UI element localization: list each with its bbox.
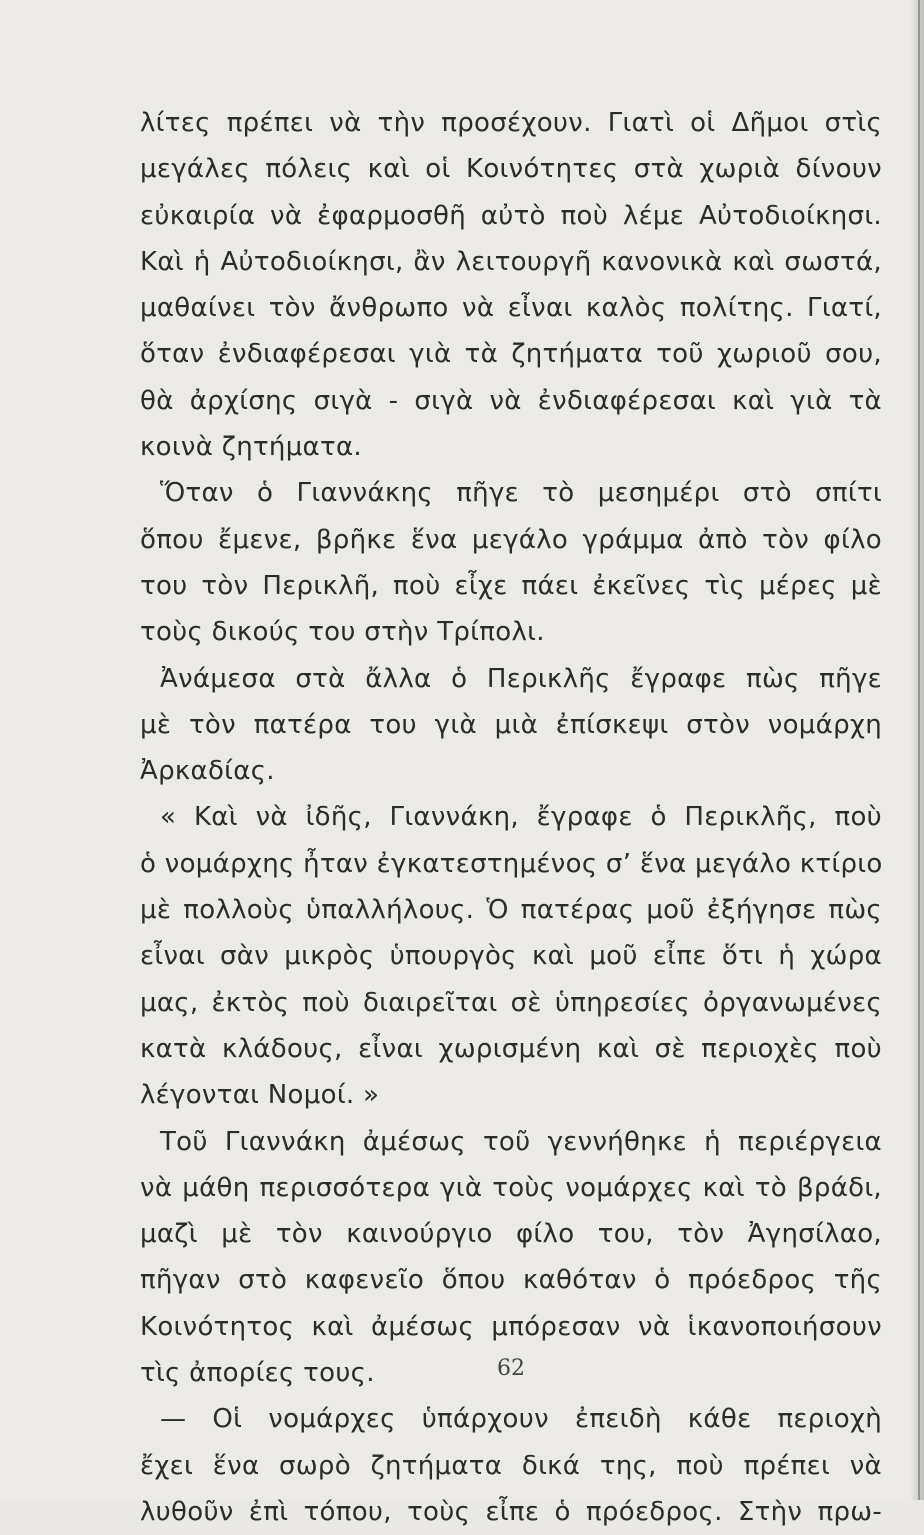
text-line: Κοινότητος καὶ ἀμέσως μπόρεσαν νὰ ἱκανοποιήσουν bbox=[140, 1311, 882, 1342]
text-line: του τὸν Περικλῆ, ποὺ εἶχε πάει ἐκεῖνες τὶς μέρες μὲ bbox=[140, 570, 882, 601]
text-line: Τοῦ Γιαννάκη ἀμέσως τοῦ γεννήθηκε ἡ περιέργεια bbox=[160, 1126, 882, 1157]
text-line: πῆγαν στὸ καφενεῖο ὅπου καθόταν ὁ πρόεδρος τῆς bbox=[140, 1265, 882, 1296]
text-line: μαζὶ μὲ τὸν καινούργιο φίλο του, τὸν Ἀγησίλαο, bbox=[140, 1219, 882, 1250]
text-line: θὰ ἀρχίσης σιγὰ - σιγὰ νὰ ἐνδιαφέρεσαι καὶ γιὰ τὰ bbox=[140, 385, 882, 416]
text-line: τὶς ἀπορίες τους. bbox=[140, 1358, 375, 1389]
text-line: νὰ μάθη περισσότερα γιὰ τοὺς νομάρχες καὶ τὸ βράδι, bbox=[140, 1172, 882, 1203]
body-text bbox=[140, 100, 882, 1535]
text-line: — Οἱ νομάρχες ὑπάρχουν ἐπειδὴ κάθε περιοχὴ bbox=[160, 1404, 882, 1435]
text-line: Ἀνάμεσα στὰ ἄλλα ὁ Περικλῆς ἔγραφε πὼς πῆγε bbox=[160, 663, 882, 694]
text-line: τοὺς δικούς του στὴν Τρίπολι. bbox=[140, 617, 545, 648]
text-line: λίτες πρέπει νὰ τὴν προσέχουν. Γιατὶ οἱ Δῆμοι στὶς bbox=[140, 108, 882, 138]
page-edge-shadow bbox=[910, 0, 924, 1500]
page-edge-line bbox=[918, 0, 920, 1500]
text-line: μὲ πολλοὺς ὑπαλλήλους. Ὁ πατέρας μοῦ ἐξήγησε πὼς bbox=[140, 895, 882, 926]
text-line: μαθαίνει τὸν ἄνθρωπο νὰ εἶναι καλὸς πολίτης. Γιατί, bbox=[140, 293, 882, 324]
text-line: μας, ἐκτὸς ποὺ διαιρεῖται σὲ ὑπηρεσίες ὀργανωμένες bbox=[140, 987, 882, 1018]
text-line: μὲ τὸν πατέρα του γιὰ μιὰ ἐπίσκεψι στὸν νομάρχη bbox=[140, 709, 882, 740]
text-line: Ἀρκαδίας. bbox=[140, 756, 275, 787]
text-line: εἶναι σὰν μικρὸς ὑπουργὸς καὶ μοῦ εἶπε ὅτι ἡ χώρα bbox=[140, 941, 882, 972]
text-line: λυθοῦν ἐπὶ τόπου, τοὺς εἶπε ὁ πρόεδρος. Στὴν πρω- bbox=[140, 1496, 882, 1527]
text-line: κατὰ κλάδους, εἶναι χωρισμένη καὶ σὲ περιοχὲς ποὺ bbox=[140, 1033, 882, 1064]
text-line: Καὶ ἡ Αὐτοδιοίκησι, ἂν λειτουργῆ κανονικὰ καὶ σωστά, bbox=[140, 246, 882, 277]
text-line: μεγάλες πόλεις καὶ οἱ Κοινότητες στὰ χωριὰ δίνουν bbox=[140, 154, 882, 185]
text-line: Ὅταν ὁ Γιαννάκης πῆγε τὸ μεσημέρι στὸ σπίτι bbox=[160, 478, 882, 509]
text-line: ἔχει ἕνα σωρὸ ζητήματα δικά της, ποὺ πρέπει νὰ bbox=[140, 1450, 882, 1481]
page-number: 62 bbox=[497, 1356, 525, 1381]
text-line: ὅπου ἔμενε, βρῆκε ἕνα μεγάλο γράμμα ἀπὸ τὸν φίλο bbox=[140, 524, 882, 555]
text-line: ὁ νομάρχης ἦταν ἐγκατεστημένος σ’ ἕνα μεγάλο κτίριο bbox=[140, 848, 883, 879]
text-line: λέγονται Νομοί. » bbox=[140, 1080, 380, 1111]
text-line: κοινὰ ζητήματα. bbox=[140, 432, 362, 463]
text-line: « Καὶ νὰ ἰδῆς, Γιαννάκη, ἔγραφε ὁ Περικλῆς, ποὺ bbox=[160, 802, 882, 833]
text-line: εὐκαιρία νὰ ἐφαρμοσθῆ αὐτὸ ποὺ λέμε Αὐτοδιοίκησι. bbox=[140, 200, 882, 231]
text-line: ὅταν ἐνδιαφέρεσαι γιὰ τὰ ζητήματα τοῦ χωριοῦ σου, bbox=[140, 339, 882, 370]
